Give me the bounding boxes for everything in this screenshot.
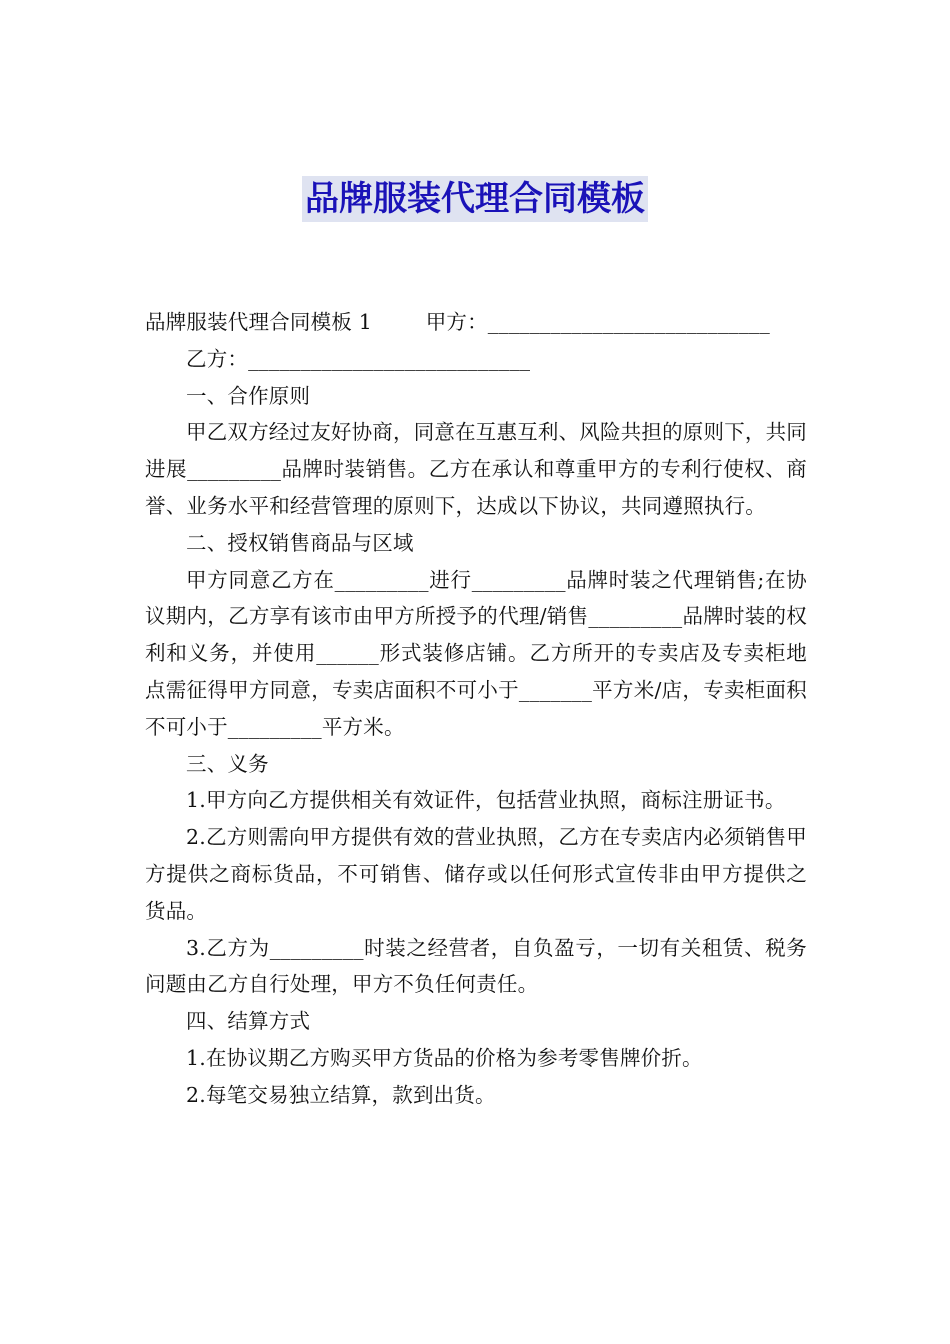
section-heading-settlement: 四、结算方式 bbox=[186, 1009, 311, 1034]
header-line-party-b: 乙方：___________________________ bbox=[186, 346, 531, 371]
header-line-party-a: 品牌服装代理合同模板 1 甲方：___________________________ bbox=[145, 310, 770, 334]
paragraph-obligation-3: 3.乙方为_________时装之经营者，自负盈亏，一切有关租赁、税务问题由乙方自行处理，甲方不负任何责任。 bbox=[145, 935, 807, 997]
section-heading-authorization: 二、授权销售商品与区域 bbox=[186, 530, 414, 555]
document-body bbox=[145, 304, 807, 1114]
title-container bbox=[0, 176, 950, 222]
paragraph-obligation-2: 2.乙方则需向甲方提供有效的营业执照，乙方在专卖店内必须销售甲方提供之商标货品，不可销售、储存或以任何形式宣传非由甲方提供之货品。 bbox=[145, 825, 807, 923]
paragraph-cooperation: 甲乙双方经过友好协商，同意在互惠互利、风险共担的原则下，共同进展_________品牌时装销售。乙方在承认和尊重甲方的专利行使权、商誉、业务水平和经营管理的原则下，达成以下协议，共同遵照执行。 bbox=[145, 420, 807, 518]
paragraph-settlement-2: 2.每笔交易独立结算，款到出货。 bbox=[186, 1082, 496, 1107]
paragraph-settlement-1: 1.在协议期乙方购买甲方货品的价格为参考零售牌价折。 bbox=[186, 1045, 703, 1070]
document-title: 品牌服装代理合同模板 bbox=[302, 176, 648, 222]
paragraph-authorization: 甲方同意乙方在_________进行_________品牌时装之代理销售;在协议期内，乙方享有该市由甲方所授予的代理/销售_________品牌时装的权利和义务，并使用______形式装修店铺。乙方所开的专卖店及专卖柜地点需征得甲方同意，专卖店面积不可小于_______平方米/店，专卖柜面积不可小于_________平方米。 bbox=[145, 567, 807, 739]
section-heading-cooperation: 一、合作原则 bbox=[186, 383, 311, 408]
section-heading-obligations: 三、义务 bbox=[186, 751, 269, 776]
paragraph-obligation-1: 1.甲方向乙方提供相关有效证件，包括营业执照，商标注册证书。 bbox=[186, 788, 786, 813]
